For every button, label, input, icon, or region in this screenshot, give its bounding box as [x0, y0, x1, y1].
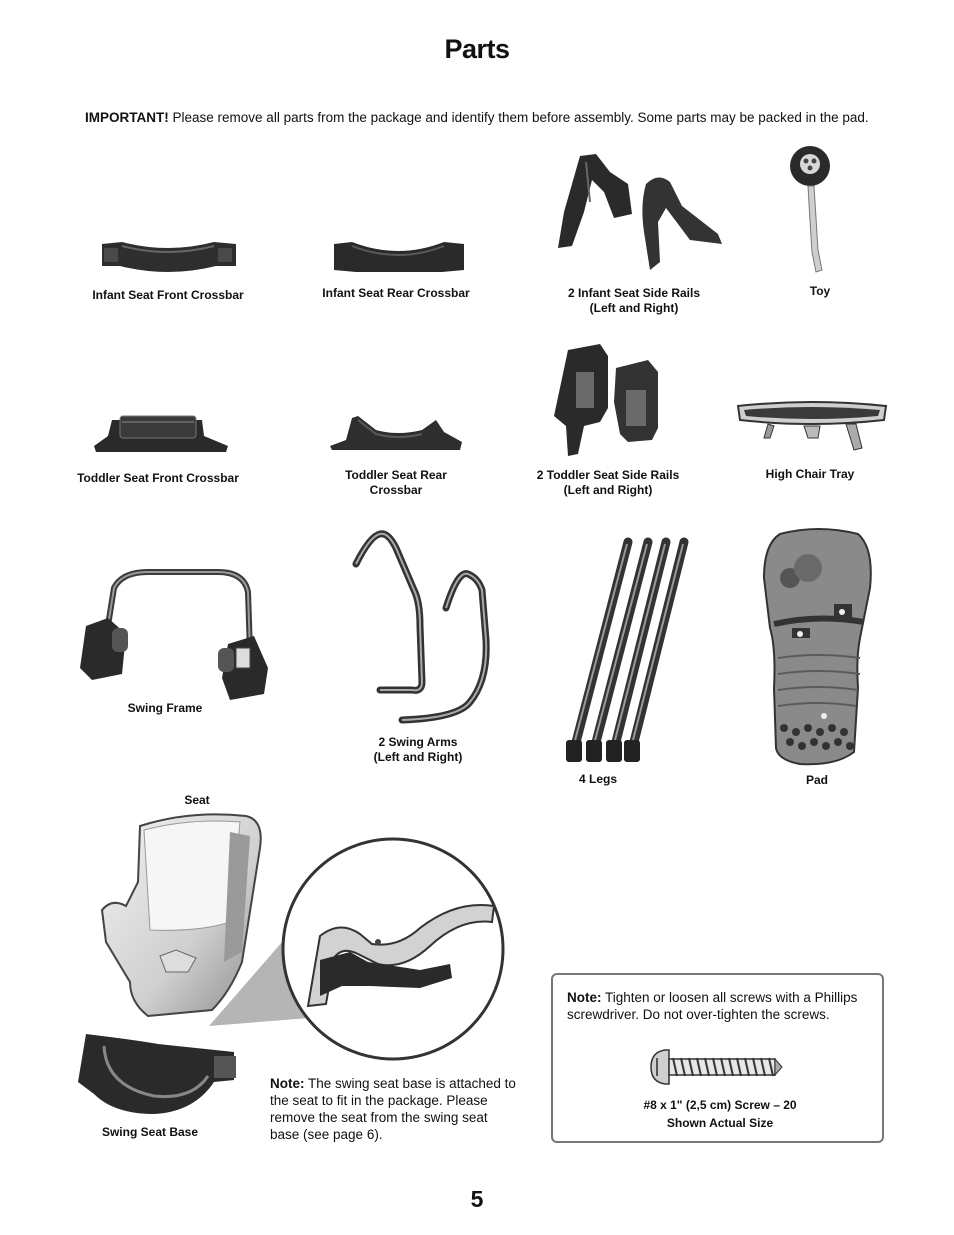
label-toddler-side-rails: 2 Toddler Seat Side Rails (Left and Right) — [536, 468, 680, 497]
pad-image — [764, 528, 874, 768]
important-notice — [85, 109, 885, 126]
screw-caption — [600, 1096, 840, 1132]
label-toddler-rear-crossbar: Toddler Seat Rear Crossbar — [345, 468, 447, 497]
label-seat: Seat — [184, 793, 210, 807]
label-infant-front-crossbar: Infant Seat Front Crossbar — [92, 288, 244, 302]
infant-front-crossbar-image — [98, 236, 240, 276]
seat-note-text: The swing seat base is attached to the seat to fit in the package. Please remove the seat from the swing seat base (see page 6). — [270, 1076, 516, 1142]
label-toy: Toy — [809, 284, 831, 298]
infant-side-rails-image — [550, 152, 725, 274]
swing-frame-image — [78, 568, 272, 702]
important-text: Please remove all parts from the package and identify them before assembly. Some parts may be packed in the pad. — [172, 110, 869, 125]
page-title: Parts — [444, 34, 510, 64]
high-chair-tray-image — [734, 398, 890, 460]
zoom-detail-image — [280, 836, 506, 1062]
swing-arms-image — [352, 530, 492, 730]
toddler-front-crossbar-image — [92, 412, 230, 454]
label-infant-side-rails: 2 Infant Seat Side Rails (Left and Right) — [567, 286, 701, 315]
toy-image — [780, 142, 840, 276]
label-swing-arms: 2 Swing Arms (Left and Right) — [373, 735, 463, 764]
seat-note — [270, 1075, 520, 1143]
screw-caption-line2: Shown Actual Size — [666, 1116, 774, 1130]
screw-caption-line1: #8 x 1" (2,5 cm) Screw – 20 — [643, 1098, 797, 1112]
legs-image — [560, 536, 696, 764]
label-legs: 4 Legs — [578, 772, 617, 786]
label-swing-frame: Swing Frame — [127, 701, 203, 715]
swing-seat-base-image — [74, 1030, 240, 1122]
label-swing-seat-base: Swing Seat Base — [101, 1125, 199, 1139]
screw-icon — [651, 1048, 783, 1086]
screw-note-text: Tighten or loosen all screws with a Phillips screwdriver. Do not over-tighten the screws. — [567, 990, 858, 1022]
label-infant-rear-crossbar: Infant Seat Rear Crossbar — [322, 286, 470, 300]
seat-note-lead: Note: — [270, 1076, 305, 1091]
page-number: 5 — [470, 1186, 484, 1212]
label-toddler-front-crossbar: Toddler Seat Front Crossbar — [77, 471, 239, 485]
label-pad: Pad — [805, 773, 828, 787]
label-high-chair-tray: High Chair Tray — [765, 467, 855, 481]
important-lead: IMPORTANT! — [85, 110, 169, 125]
infant-rear-crossbar-image — [330, 238, 468, 276]
toddler-side-rails-image — [544, 342, 674, 458]
toddler-rear-crossbar-image — [328, 412, 464, 452]
screw-note — [567, 989, 877, 1023]
screw-note-lead: Note: — [567, 990, 602, 1005]
